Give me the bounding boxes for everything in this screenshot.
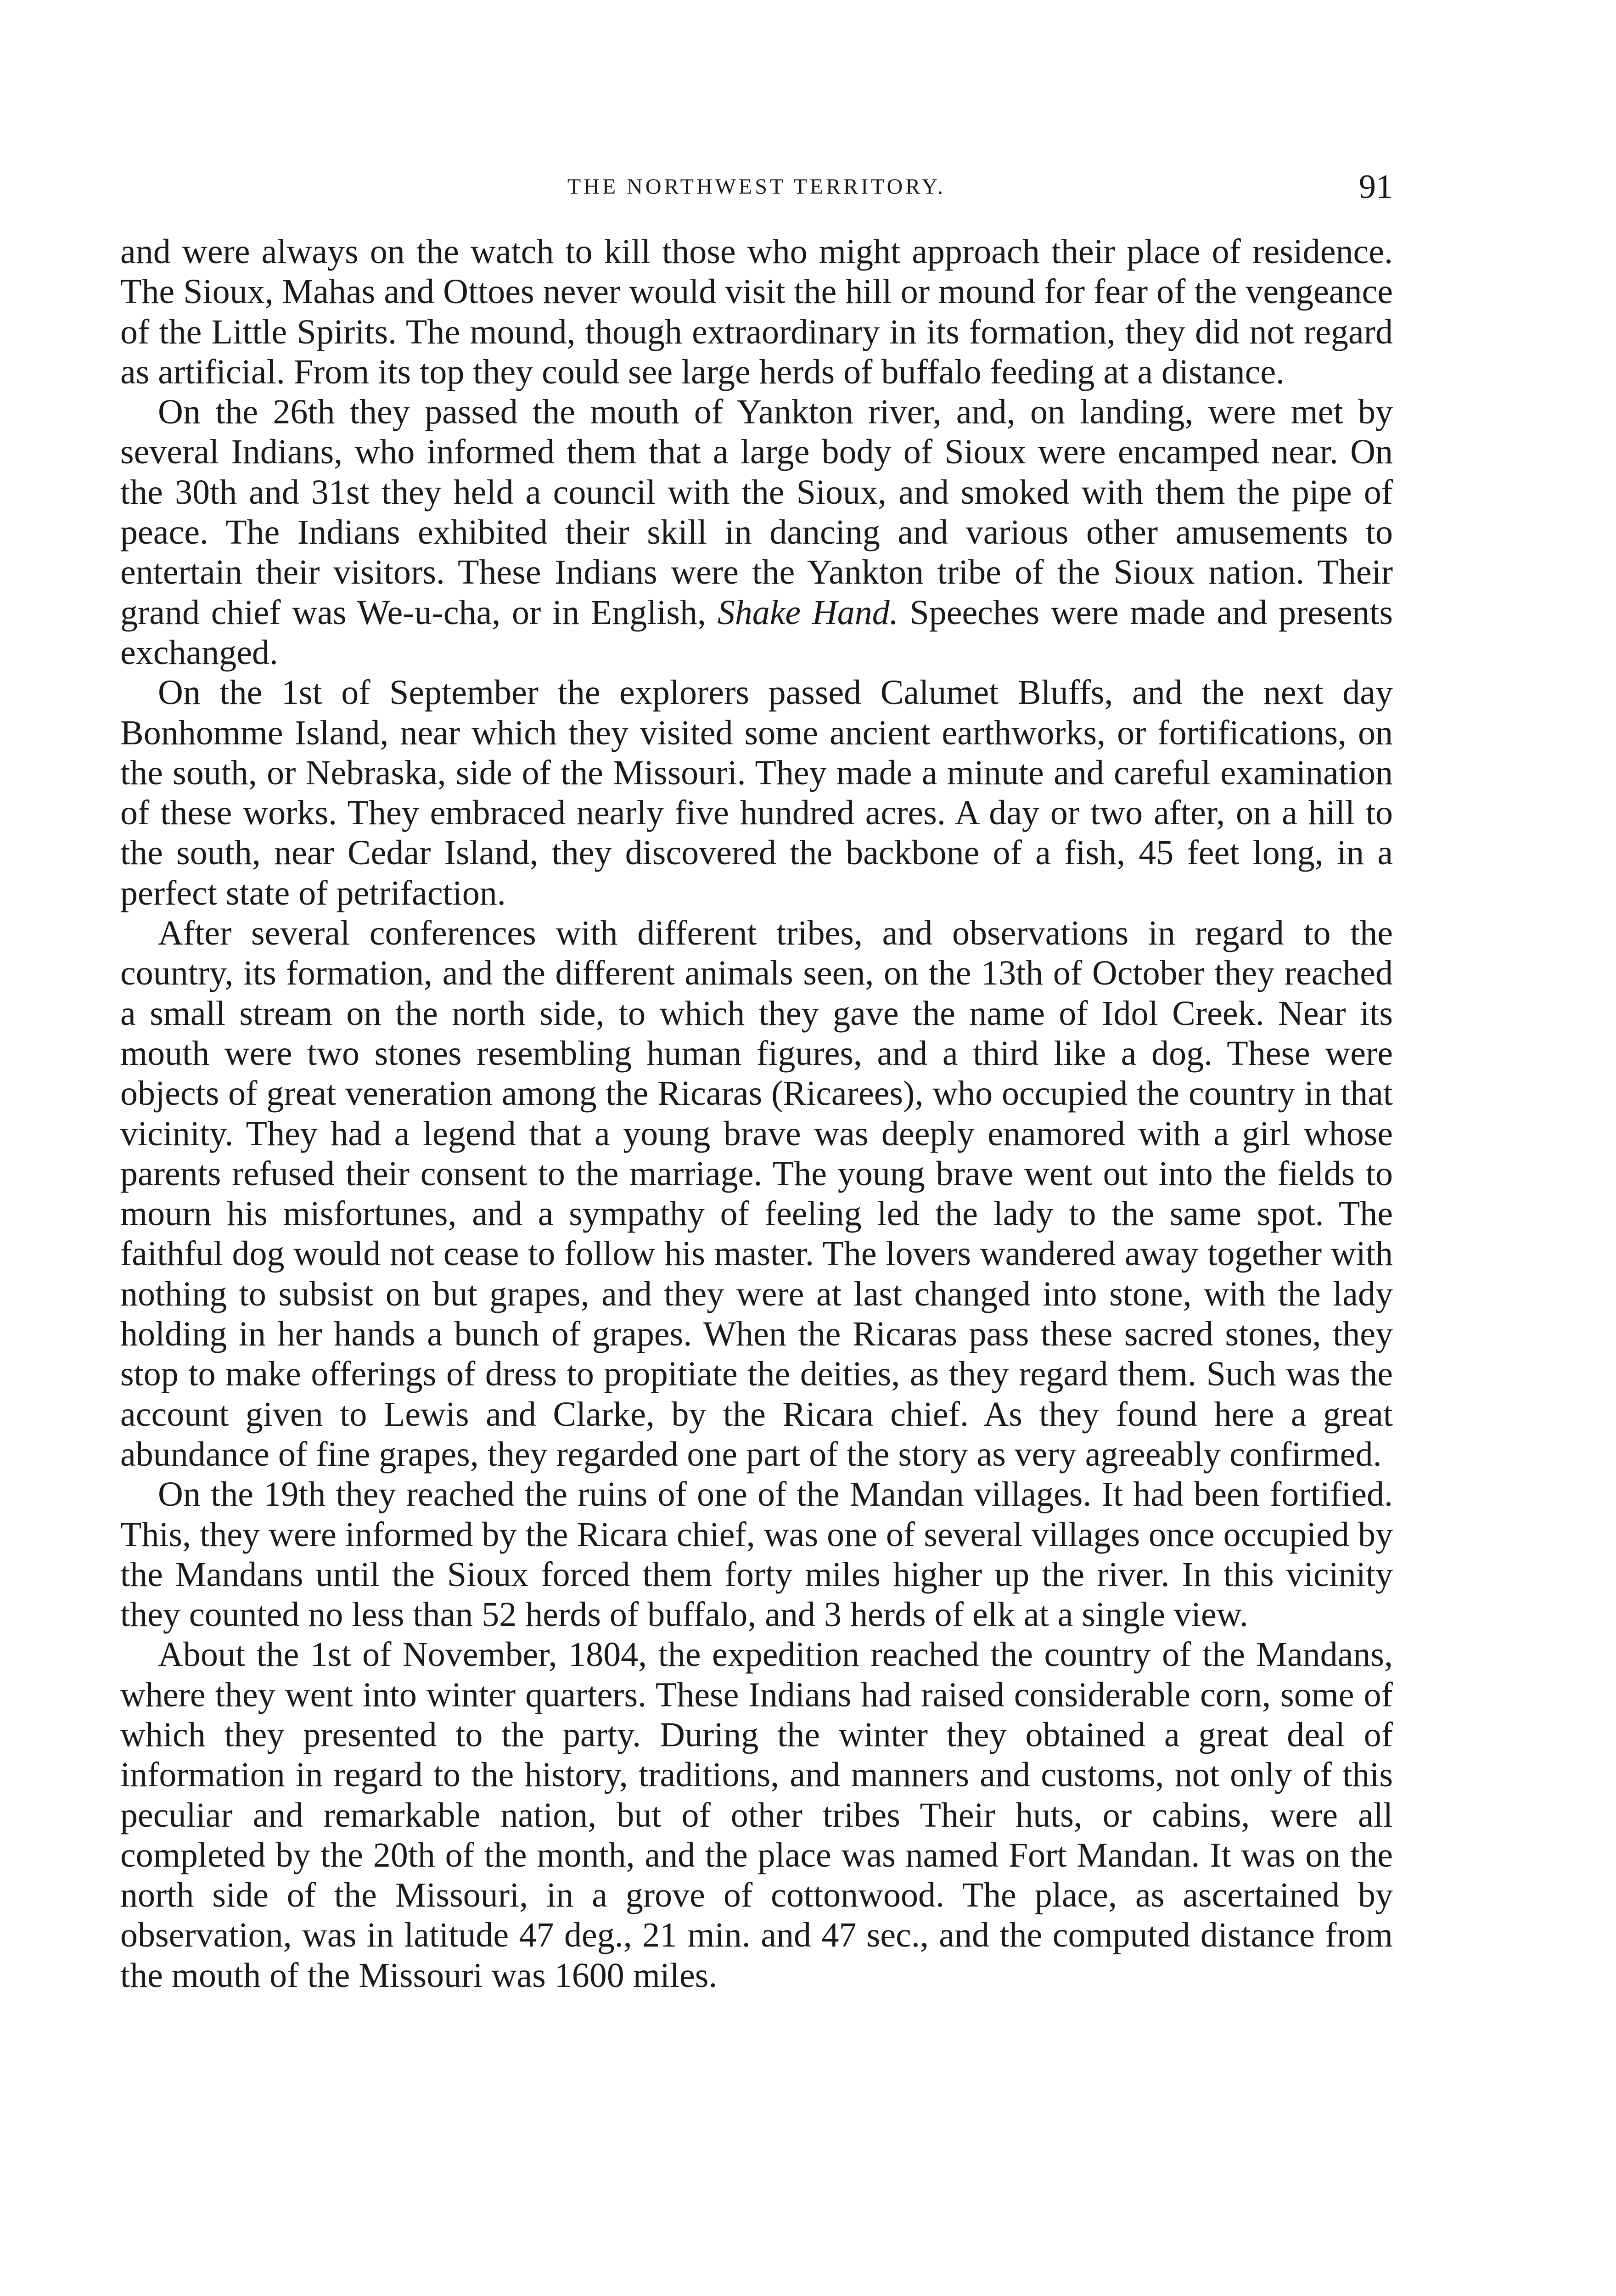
paragraph-2-text-before: On the 26th they passed the mouth of Yankton river, and, on landing, were met by several Indians, who informed them that a large body of Sioux were encamped near. On the 30th and 31st they held a council with the Sioux, and smoked with them the pipe of peace. The Indians exhibited their skill in dancing and various other amusements to entertain their visitors. These Indians were the Yankton tribe of the Sioux nation. Their grand chief was We-u-cha, or in English, [120,393,1393,632]
paragraph-1: and were always on the watch to kill those who might approach their place of residence. The Sioux, Mahas and Ottoes never would visit the hill or mound for fear of the vengeance of the Little Spirits. The mound, though extraordinary in its formation, they did not regard as artificial. From its top they could see large herds of buffalo feeding at a distance. [120,232,1393,391]
running-head [120,166,1393,208]
paragraph-5: On the 19th they reached the ruins of one of the Mandan villages. It had been fortified. This, they were informed by the Ricara chief, was one of several villages once occupied by the Mandans until the Sioux forced them forty miles higher up the river. In this vicinity they counted no less than 52 herds of buffalo, and 3 herds of elk at a single view. [120,1475,1393,1634]
chief-name-translation: Shake Hand. [717,593,898,632]
running-title: THE NORTHWEST TERRITORY. [567,174,946,199]
paragraph-2-text-after: Speeches were made and presents exchanged. [120,593,1393,672]
page-number: 91 [1359,168,1393,206]
paragraph-3: On the 1st of September the explorers passed Calumet Bluffs, and the next day Bonhomme Island, near which they visited some ancient earthworks, or fortifications, on the south, or Nebraska, side of the Missouri. They made a minute and careful examination of these works. They embraced nearly five hundred acres. A day or two after, on a hill to the south, near Cedar Island, they discovered the backbone of a fish, 45 feet long, in a perfect state of petrifaction. [120,673,1393,912]
paragraph-2 [120,392,1393,673]
paragraph-4: After several conferences with different tribes, and observations in regard to the country, its formation, and the different animals seen, on the 13th of October they reached a small stream on the north side, to which they gave the name of Idol Creek. Near its mouth were two stones resembling human figures, and a third like a dog. These were objects of great veneration among the Ricaras (Ricarees), who occupied the country in that vicinity. They had a legend that a young brave was deeply enamored with a girl whose parents refused their consent to the marriage. The young brave went out into the fields to mourn his misfortunes, and a sympathy of feeling led the lady to the same spot. The faithful dog would not cease to follow his master. The lovers wandered away together with nothing to subsist on but grapes, and they were at last changed into stone, with the lady holding in her hands a bunch of grapes. When the Ricaras pass these sacred stones, they stop to make offerings of dress to propitiate the deities, as they regard them. Such was the account given to Lewis and Clarke, by the Ricara chief. As they found here a great abundance of fine grapes, they regarded one part of the story as very agreeably confirmed. [120,914,1393,1474]
body-text [120,232,1393,1996]
paragraph-6: About the 1st of November, 1804, the expedition reached the country of the Mandans, where they went into winter quarters. These Indians had raised considerable corn, some of which they presented to the party. During the winter they obtained a great deal of information in regard to the history, traditions, and manners and customs, not only of this peculiar and remarkable nation, but of other tribes Their huts, or cabins, were all completed by the 20th of the month, and the place was named Fort Mandan. It was on the north side of the Missouri, in a grove of cottonwood. The place, as ascertained by observation, was in latitude 47 deg., 21 min. and 47 sec., and the computed distance from the mouth of the Missouri was 1600 miles. [120,1635,1393,1995]
